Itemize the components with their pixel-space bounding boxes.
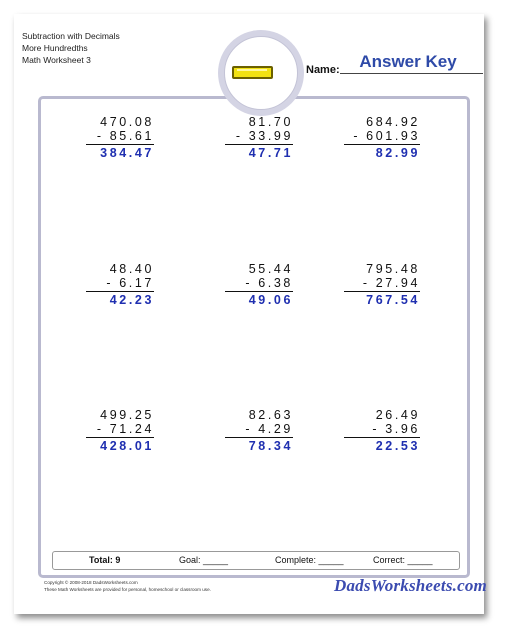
problem-5 [223,262,293,307]
problem-6 [342,262,420,307]
answer: 767.54 [366,293,420,307]
answer: 49.06 [248,293,293,307]
dadsworksheets-logo: DadsWorksheets.com [334,576,487,595]
problem-9 [342,408,420,453]
minuend: 81.70 [248,115,293,129]
problem-3 [342,115,420,160]
answer: 22.53 [375,439,420,453]
subtrahend: - 6.17 [106,276,154,290]
problem-7 [84,408,154,453]
subtrahend: - 85.61 [96,129,154,143]
name-field-line [340,73,483,74]
answer-rule [344,291,420,292]
problem-1 [84,115,154,160]
answer-rule [86,144,154,145]
subtrahend: - 3.96 [372,422,420,436]
copyright-text: Copyright © 2008-2018 DadsWorksheets.com [44,580,138,585]
subtrahend: - 71.24 [96,422,154,436]
worksheet-subtitle: More Hundredths [22,43,88,53]
answer: 384.47 [100,146,154,160]
subtrahend: - 6.38 [245,276,293,290]
subtrahend: - 27.94 [362,276,420,290]
goal-field: Goal: _____ [179,555,229,565]
subtrahend: - 33.99 [235,129,293,143]
usage-notice: These Math Worksheets are provided for personal, homeschool or classroom use. [44,587,211,592]
worksheet-number: Math Worksheet 3 [22,55,91,65]
name-label: Name: [306,64,340,76]
answer: 78.34 [248,439,293,453]
answer: 47.71 [248,146,293,160]
subtrahend: - 4.29 [245,422,293,436]
gold-bar-icon [232,66,273,79]
answer-key-label: Answer Key [359,52,457,71]
problems-panel [38,96,470,578]
answer-rule [86,291,154,292]
answer-rule [344,144,420,145]
subtrahend: - 601.93 [353,129,420,143]
answer: 42.23 [109,293,154,307]
complete-field: Complete: _____ [275,555,344,565]
correct-field: Correct: _____ [373,555,433,565]
problem-2 [223,115,293,160]
answer-rule [86,437,154,438]
problem-8 [223,408,293,453]
minuend: 470.08 [100,115,154,129]
answer: 82.99 [375,146,420,160]
minuend: 795.48 [366,262,420,276]
answer-rule [225,437,293,438]
minuend: 26.49 [375,408,420,422]
minuend: 55.44 [248,262,293,276]
answer: 428.01 [100,439,154,453]
total-count: Total: 9 [89,555,121,565]
minuend: 684.92 [366,115,420,129]
minuend: 48.40 [109,262,154,276]
answer-rule [344,437,420,438]
answer-rule [225,291,293,292]
worksheet-title: Subtraction with Decimals [22,31,120,41]
answer-rule [225,144,293,145]
score-bar [52,551,460,570]
minuend: 499.25 [100,408,154,422]
problem-4 [84,262,154,307]
minuend: 82.63 [248,408,293,422]
